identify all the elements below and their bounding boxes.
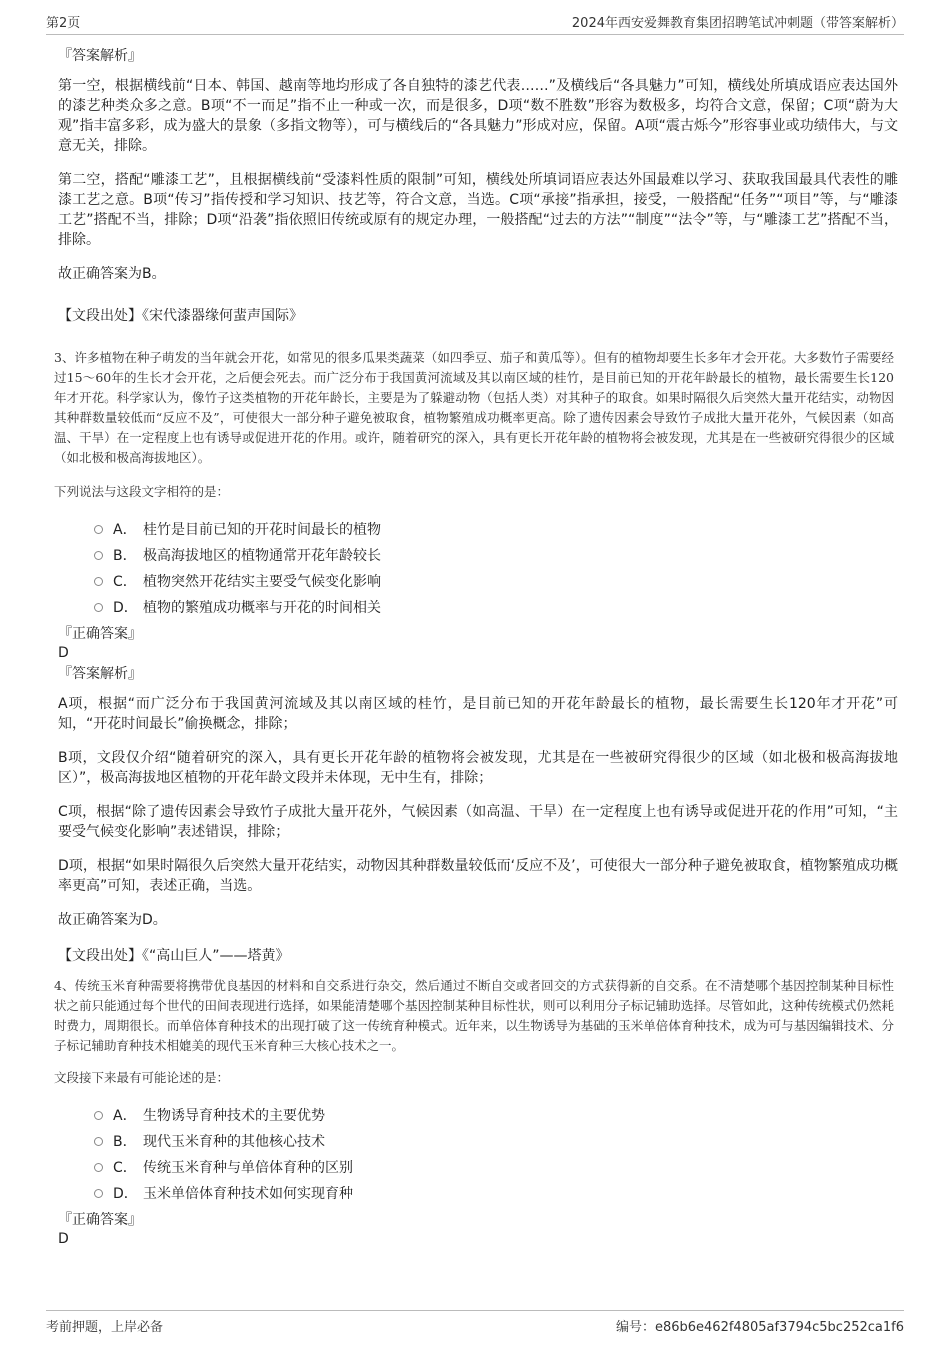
q2-analysis-paragraph: 第二空，搭配“雕漆工艺”，且根据横线前“受漆料性质的限制”可知，横线处所填词语应表达外国最难以学习、获取我国最具代表性的雕漆工艺之意。B项“传习”指传授和学习知识、技艺等，符合文意，当选。C项“承接”指承担，接受，一般搭配“任务”“项目”等，与“雕漆工艺”搭配不当，排除；D项“沿袭”指依照旧传统或原有的规定办理，一般搭配“过去的方法”“制度”“法令”等，与“雕漆工艺”搭配不当，排除。	[58, 172, 898, 248]
radio-icon[interactable]	[94, 603, 103, 612]
q4-correct-label: 『正确答案』	[58, 1212, 142, 1228]
option-text: 植物突然开花结实主要受气候变化影响	[143, 574, 381, 590]
q2-source: 【文段出处】《宋代漆器缘何蜚声国际》	[58, 308, 303, 324]
option-text: 植物的繁殖成功概率与开花的时间相关	[143, 600, 381, 616]
q3-option-b[interactable]	[94, 542, 898, 568]
q3-analysis-paragraph: 故正确答案为D。	[58, 912, 167, 928]
option-letter: A．	[113, 1108, 137, 1124]
q4-options	[94, 1102, 898, 1206]
q3-correct-value: D	[58, 645, 69, 661]
q4-prompt: 文段接下来最有可能论述的是：	[54, 1070, 230, 1085]
option-letter: D．	[113, 600, 138, 616]
option-letter: B．	[113, 548, 137, 564]
option-letter: C．	[113, 1160, 137, 1176]
option-text: 玉米单倍体育种技术如何实现育种	[143, 1186, 353, 1202]
option-letter: B．	[113, 1134, 137, 1150]
q4-option-c[interactable]	[94, 1154, 898, 1180]
option-letter: A．	[113, 522, 137, 538]
radio-icon[interactable]	[94, 551, 103, 560]
q3-question-text: 3、许多植物在种子萌发的当年就会开花，如常见的很多瓜果类蔬菜（如四季豆、茄子和黄瓜等）。但有的植物却要生长多年才会开花。大多数竹子需要经过15～60年的生长才会开花，之后便会死去。而广泛分布于我国黄河流域及其以南区域的桂竹，是目前已知的开花年龄最长的植物，最长需要生长120年才开花。科学家认为，像竹子这类植物的开花年龄长，主要是为了躲避动物（包括人类）对其种子的取食。如果时隔很久后突然大量开花结实，动物因其种群数量较低而“反应不及”，可使很大一部分种子避免被取食，植物繁殖成功概率更高。除了遗传因素会导致竹子成批大量开花外，气候因素（如高温、干旱）在一定程度上也有诱导或促进开花的作用。或许，随着研究的深入，具有更长开花年龄的植物将会被发现，尤其是在一些被研究得很少的区域（如北极和极高海拔地区）。	[54, 350, 894, 465]
option-letter: D．	[113, 1186, 138, 1202]
page-header	[46, 10, 904, 35]
option-letter: C．	[113, 574, 137, 590]
radio-icon[interactable]	[94, 1111, 103, 1120]
q4-question-text: 4、传统玉米育种需要将携带优良基因的材料和自交系进行杂交，然后通过不断自交或者回交的方式获得新的自交系。在不清楚哪个基因控制某种目标性状之前只能通过每个世代的田间表现进行选择，如果能清楚哪个基因控制某种目标性状，则可以利用分子标记辅助选择。尽管如此，这种传统模式仍然耗时费力，周期很长。而单倍体育种技术的出现打破了这一传统育种模式。近年来，以生物诱导为基础的玉米单倍体育种技术，成为可与基因编辑技术、分子标记辅助育种技术相媲美的现代玉米育种三大核心技术之一。	[54, 978, 894, 1053]
q4-option-a[interactable]	[94, 1102, 898, 1128]
code-value: e86b6e462f4805af3794c5bc252ca1f6	[654, 1320, 904, 1335]
option-text: 桂竹是目前已知的开花时间最长的植物	[143, 522, 381, 538]
q3-options	[94, 516, 898, 620]
page-number: 第2页	[46, 16, 81, 31]
q3-option-d[interactable]	[94, 594, 898, 620]
q3-correct-label: 『正确答案』	[58, 626, 142, 642]
q3-prompt: 下列说法与这段文字相符的是：	[54, 484, 230, 499]
document-body	[54, 38, 898, 1248]
radio-icon[interactable]	[94, 1163, 103, 1172]
radio-icon[interactable]	[94, 1137, 103, 1146]
page-footer	[46, 1310, 904, 1341]
q2-analysis-label: 『答案解析』	[58, 48, 142, 64]
option-text: 极高海拔地区的植物通常开花年龄较长	[143, 548, 381, 564]
option-text: 现代玉米育种的其他核心技术	[143, 1134, 325, 1150]
q3-analysis-paragraph: C项，根据“除了遗传因素会导致竹子成批大量开花外，气候因素（如高温、干旱）在一定程度上也有诱导或促进开花的作用”可知，“主要受气候变化影响”表述错误，排除；	[58, 804, 898, 840]
q3-source: 【文段出处】《“高山巨人”——塔黄》	[58, 948, 290, 964]
q4-option-d[interactable]	[94, 1180, 898, 1206]
radio-icon[interactable]	[94, 525, 103, 534]
radio-icon[interactable]	[94, 577, 103, 586]
q3-analysis-paragraph: A项，根据“而广泛分布于我国黄河流域及其以南区域的桂竹，是目前已知的开花年龄最长的植物，最长需要生长120年才开花”可知，“开花时间最长”偷换概念，排除；	[58, 696, 898, 732]
option-text: 传统玉米育种与单倍体育种的区别	[143, 1160, 353, 1176]
q2-analysis-paragraph: 第一空，根据横线前“日本、韩国、越南等地均形成了各自独特的漆艺代表……”及横线后“各具魅力”可知，横线处所填成语应表达国外的漆艺种类众多之意。B项“不一而足”指不止一种或一次，而是很多，D项“数不胜数”形容为数极多，均符合文意，保留；C项“蔚为大观”指丰富多彩，成为盛大的景象（多指文物等），可与横线后的“各具魅力”形成对应，保留。A项“震古烁今”形容事业或功绩伟大，与文意无关，排除。	[58, 78, 898, 154]
q2-analysis-paragraph: 故正确答案为B。	[58, 266, 166, 282]
q3-option-a[interactable]	[94, 516, 898, 542]
q3-analysis-paragraph: D项，根据“如果时隔很久后突然大量开花结实，动物因其种群数量较低而‘反应不及’，可使很大一部分种子避免被取食，植物繁殖成功概率更高”可知，表述正确，当选。	[58, 858, 898, 894]
footer-slogan: 考前押题，上岸必备	[46, 1320, 164, 1335]
q3-option-c[interactable]	[94, 568, 898, 594]
q3-analysis-label: 『答案解析』	[58, 666, 142, 682]
q4-option-b[interactable]	[94, 1128, 898, 1154]
document-code	[616, 1316, 904, 1335]
code-label: 编号：	[615, 1320, 655, 1335]
radio-icon[interactable]	[94, 1189, 103, 1198]
option-text: 生物诱导育种技术的主要优势	[143, 1108, 325, 1124]
q3-analysis-paragraph: B项，文段仅介绍“随着研究的深入，具有更长开花年龄的植物将会被发现，尤其是在一些被研究得很少的区域（如北极和极高海拔地区）”，极高海拔地区植物的开花年龄文段并未体现，无中生有，排除；	[58, 750, 898, 786]
document-title: 2024年西安爱舞教育集团招聘笔试冲刺题（带答案解析）	[571, 16, 904, 31]
q4-correct-value: D	[58, 1231, 69, 1247]
